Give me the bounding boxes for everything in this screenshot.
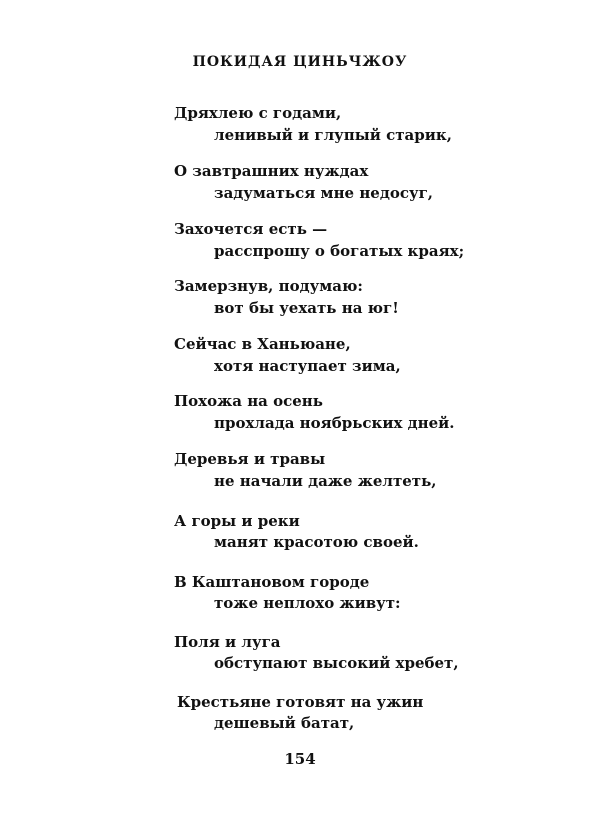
verse-line: расспрошу о богатых краях; [214,242,465,260]
verse-line: Дряхлею с годами, [174,104,342,122]
verse-line: манят красотою своей. [214,533,419,551]
verse-line: О завтрашних нуждах [174,162,369,180]
verse-line: прохлада ноябрьских дней. [214,414,455,432]
verse-line: Замерзнув, подумаю: [174,277,363,295]
verse-line: В Каштановом городе [174,573,370,591]
verse-line: задуматься мне недосуг, [214,184,434,202]
verse-line: вот бы уехать на юг! [214,299,399,317]
verse-line: не начали даже желтеть, [214,472,437,490]
verse-line: тоже неплохо живут: [214,594,401,612]
verse-line: А горы и реки [174,512,300,530]
verse-line: Похожа на осень [174,392,323,410]
verse-line: Деревья и травы [174,450,326,468]
verse-line: дешевый батат, [214,714,355,732]
verse-line: Поля и луга [174,633,281,651]
verse-line: ленивый и глупый старик, [214,126,452,144]
verse-line: Захочется есть — [174,220,328,238]
verse-line: Крестьяне готовят на ужин [177,693,424,711]
verse-line: хотя наступает зима, [214,357,401,375]
verse-line: обступают высокий хребет, [214,654,459,672]
page-number: 154 [284,750,316,768]
verse-line: Сейчас в Ханьюане, [174,335,351,353]
poem-title: ПОКИДАЯ ЦИНЬЧЖОУ [192,54,408,70]
